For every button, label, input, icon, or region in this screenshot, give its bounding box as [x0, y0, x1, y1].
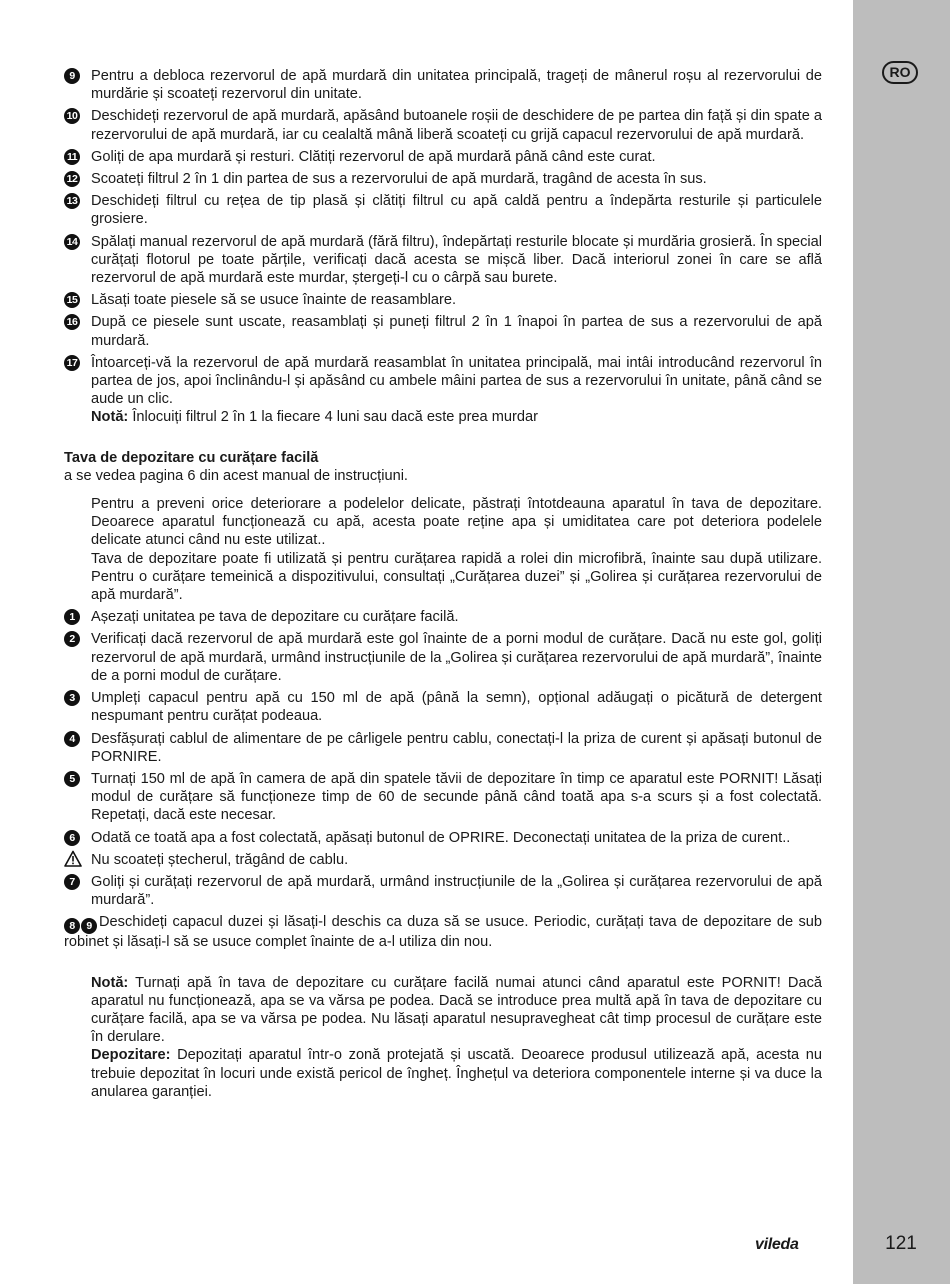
- intro-paragraph: Pentru a preveni orice deteriorare a podelelor delicate, păstrați întotdeauna aparatul în tava de depozitare. Deoarece aparatul funcționează cu apă, acesta poate reține apa și umiditatea care pot deteriora podelele delicate atunci când nu este utilizat..: [91, 496, 822, 549]
- list-item: [64, 730, 822, 766]
- step-number: 2: [64, 631, 80, 647]
- list-item: [64, 67, 822, 103]
- step-text: Goliți și curățați rezervorul de apă murdară, urmând instrucțiunile de la „Golirea și curățarea rezervorului de apă murdară”.: [91, 873, 822, 909]
- list-item: [64, 192, 822, 228]
- step-text: Goliți de apa murdară și resturi. Clătiți rezervorul de apă murdară până când este curat.: [91, 148, 656, 165]
- step-number: 11: [64, 149, 80, 165]
- steps-top: [64, 67, 822, 427]
- language-badge: RO: [882, 61, 918, 84]
- step-number: 9: [64, 68, 80, 84]
- section-intro: [64, 495, 822, 604]
- step-text: Scoateți filtrul 2 în 1 din partea de sus a rezervorului de apă murdară, tragând de acesta în sus.: [91, 171, 707, 188]
- list-item: [64, 913, 822, 951]
- step-number: 7: [64, 874, 80, 890]
- step-text: Așezați unitatea pe tava de depozitare cu curățare facilă.: [91, 609, 459, 626]
- step-text: Verificați dacă rezervorul de apă murdară este gol înainte de a porni modul de curățare. Dacă nu este gol, goliți rezervorul de apă murdară, urmând instrucțiunile de la „Golirea și curățarea rezervorului de apă murdară”, înainte de a porni modul de curățare.: [91, 631, 822, 684]
- section-subtitle: a se vedea pagina 6 din acest manual de instrucțiuni.: [64, 467, 408, 484]
- step-number: 13: [64, 193, 80, 209]
- intro-paragraph: Tava de depozitare poate fi utilizată și pentru curățarea rapidă a rolei din microfibră, înainte sau după utilizare. Pentru o curățare temeinică a dispozitivului, consultați „Curățarea duzei” și „Golirea și curățarea rezervorului de apă murdară”.: [91, 550, 822, 604]
- step-text: Spălați manual rezervorul de apă murdară (fără filtru), îndepărtați resturile blocate și murdăria grosieră. În special curățați flotorul pe toate părțile, verificați dacă acesta se mișcă liber. Dacă interiorul zonei în care se află rezervorul de apă murdară este murdar, ștergeți-l cu o cârpă sau burete.: [91, 233, 822, 287]
- warning-icon: [64, 850, 82, 868]
- step-text: Nu scoateți ștecherul, trăgând de cablu.: [91, 851, 349, 868]
- step-number: 10: [64, 108, 80, 124]
- note-text: Turnați apă în tava de depozitare cu curățare facilă numai atunci când aparatul este PORNIT! Dacă aparatul nu funcționează, apa se va vărsa pe podea. Dacă se introduce prea multă apă în tava de depozitare cu curățare facilă, apa se va vărsa pe podea. Nu lăsați aparatul nesupravegheat cât timp procesul de curățare este în derulare.: [91, 974, 822, 1046]
- storage-label: Depozitare:: [91, 1047, 171, 1064]
- list-item: [64, 829, 822, 847]
- step-number: 17: [64, 355, 80, 371]
- step-text: Deschideți filtrul cu rețea de tip plasă și clătiți filtrul cu apă caldă pentru a îndepărta resturile și particulele grosiere.: [91, 193, 822, 228]
- list-item: [64, 170, 822, 188]
- list-item: [64, 873, 822, 909]
- step-number: 15: [64, 292, 80, 308]
- step-text: După ce piesele sunt uscate, reasamblați și puneți filtrul 2 în 1 înapoi în partea de sus a rezervorului de apă murdară.: [91, 314, 822, 349]
- list-item: [64, 233, 822, 288]
- notes-block: [64, 974, 822, 1101]
- step-text: Întoarceți-vă la rezervorul de apă murdară reasamblat în unitatea principală, mai intâi introducând rezervorul în partea de jos, apoi înclinându-l și apăsând cu ambele mâini partea de sus a rezervorului în unitate, până când se aude un clic.: [91, 354, 822, 408]
- step-text: Turnați 150 ml de apă în camera de apă din spatele tăvii de depozitare în timp ce aparatul este PORNIT! Lăsați modul de curățare să funcționeze timp de 60 de secunde până când toată apa s-a scurs și a fost colectată. Repetați, dacă este necesar.: [91, 770, 822, 824]
- note-label: Notă:: [91, 409, 129, 426]
- note-paragraph: [91, 974, 822, 1047]
- step-number: 6: [64, 830, 80, 846]
- step-text: Deschideți capacul duzei și lăsați-l deschis ca duza să se usuce. Periodic, curățați tava de depozitare de sub robinet și lăsați-l să se usuce complet înainte de a-l utiliza din nou.: [64, 914, 822, 951]
- step-number: 1: [64, 609, 80, 625]
- steps-bottom: [64, 608, 822, 951]
- list-item: [64, 851, 822, 869]
- step-text: Deschideți rezervorul de apă murdară, apăsând butoanele roșii de deschidere de pe partea din față și din spate a rezervorului de apă murdară, iar cu cealaltă mână liberă scoateți cu grijă capacul rezervorului de apă murdară.: [91, 108, 822, 143]
- list-item: [64, 770, 822, 825]
- step-number: 5: [64, 771, 80, 787]
- step-text: Odată ce toată apa a fost colectată, apăsați butonul de OPRIRE. Deconectați unitatea de la priza de curent..: [91, 829, 791, 846]
- list-item: [64, 291, 822, 309]
- list-item: [64, 148, 822, 166]
- note-filter: [91, 408, 822, 426]
- step-number: 16: [64, 314, 80, 330]
- step-text: Umpleți capacul pentru apă cu 150 ml de apă (până la semn), opțional adăugați o picătură de detergent nespumant pentru curățat podeaua.: [91, 690, 822, 725]
- step-number: 12: [64, 171, 80, 187]
- step-text: Desfășurați cablul de alimentare de pe cârligele pentru cablu, conectați-l la priza de curent și apăsați butonul de PORNIRE.: [91, 730, 822, 765]
- step-number: 4: [64, 731, 80, 747]
- step-number: 9: [81, 918, 97, 934]
- vileda-logo: vileda: [755, 1236, 799, 1253]
- section-title: Tava de depozitare cu curățare facilă: [64, 449, 319, 466]
- step-number: 14: [64, 234, 80, 250]
- list-item: [64, 354, 822, 427]
- list-item: [64, 689, 822, 725]
- list-item: [64, 107, 822, 143]
- list-item: [64, 608, 822, 626]
- step-number: 8: [64, 918, 80, 934]
- step-text: Pentru a debloca rezervorul de apă murdară din unitatea principală, trageți de mânerul roșu al rezervorului de murdărie și scoateți rezervorul din unitate.: [91, 68, 822, 103]
- storage-text: Depozitați aparatul într-o zonă protejată și uscată. Deoarece produsul utilizează apă, acesta nu trebuie depozitat în locuri unde există pericol de îngheț. Înghețul va deteriora componentele interne și va duce la anularea garanției.: [91, 1047, 822, 1100]
- list-item: [64, 313, 822, 349]
- step-text: Lăsați toate piesele să se usuce înainte de reasamblare.: [91, 292, 457, 309]
- page-content: [64, 67, 822, 1105]
- list-item: [64, 630, 822, 685]
- storage-paragraph: [91, 1046, 822, 1101]
- note-label: Notă:: [91, 974, 129, 991]
- page-number: 121: [885, 1233, 917, 1254]
- side-bar: [853, 0, 950, 1284]
- step-number: 3: [64, 690, 80, 706]
- note-text: Înlocuiți filtrul 2 în 1 la fiecare 4 luni sau dacă este prea murdar: [128, 409, 538, 426]
